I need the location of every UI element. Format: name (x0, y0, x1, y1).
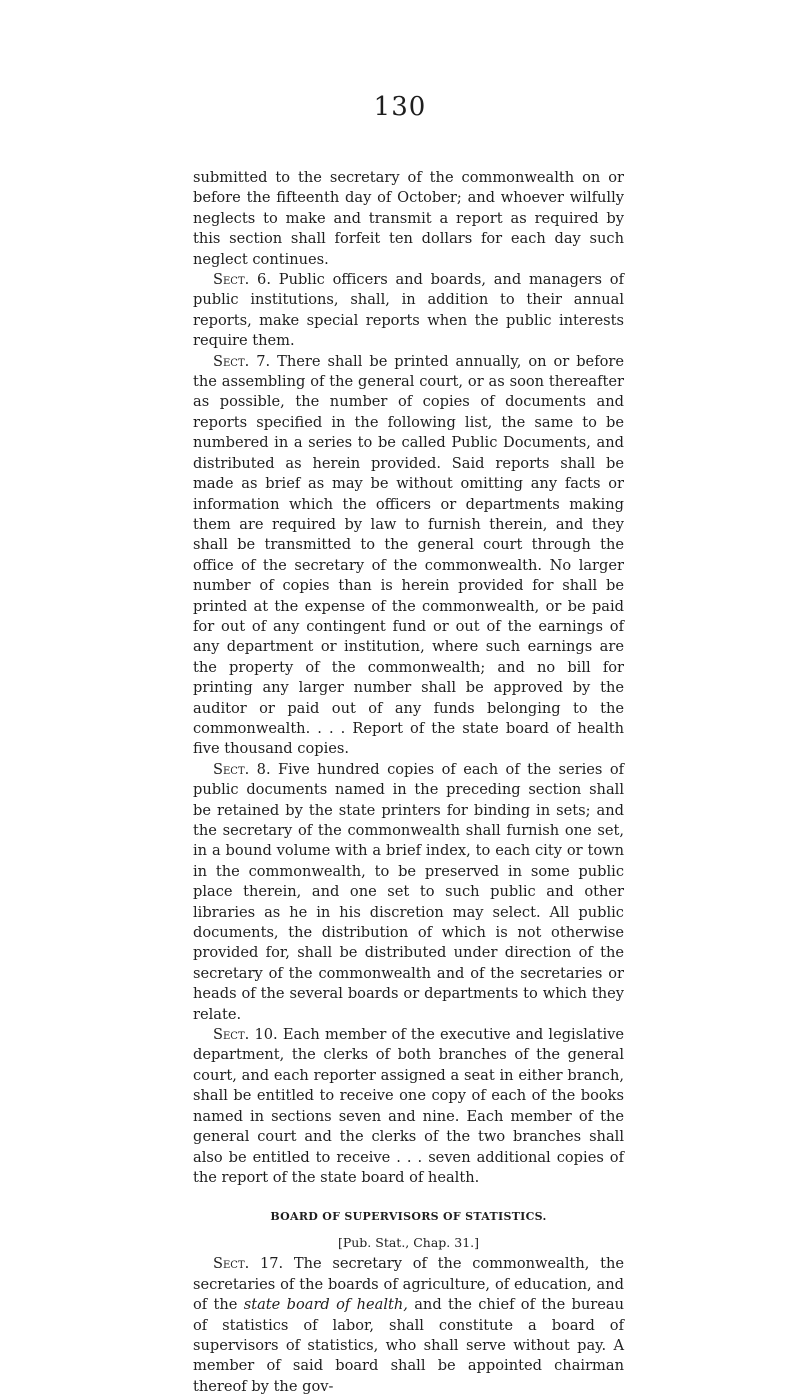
paragraph-text: and the chief of the bureau of statistics of labor, shall constitute a board of supervisors of statistics, who shall serve without pay. A member of said board shall be appointed chairman thereof by the gov- (193, 1296, 624, 1395)
paragraph-sect-8 (193, 760, 624, 1025)
section-label: Sect. 8. (213, 760, 271, 778)
section-heading: BOARD OF SUPERVISORS OF STATISTICS. (270, 1210, 547, 1224)
paragraph-text: There shall be printed annually, on or before the assembling of the general court, or as soon thereafter as possible, the number of copies of documents and reports specified in the following list, the same to be numbered in a series to be called Public Documents, and distributed as herein provided. Said reports shall be made as brief as may be without omitting any facts or information which the officers or departments making them are required by law to furnish therein, and they shall be transmitted to the general court through the office of the secretary of the commonwealth. No larger number of copies than is herein provided for shall be printed at the expense of the commonwealth, or be paid for out of any contingent fund or out of the earnings of any department or institution, where such earnings are the property of the commonwealth; and no bill for printing any larger number shall be approved by the auditor or paid out of any funds belonging to the commonwealth. . . . Report of the state board of health five thousand copies. (193, 352, 624, 758)
section-label: Sect. 6. (213, 271, 271, 289)
section-label: Sect. 7. (213, 352, 271, 370)
paragraph-text: Public officers and boards, and managers of public institutions, shall, in addition to their annual reports, make special reports when the public interests require them. (193, 271, 624, 350)
paragraph-sect-6 (193, 270, 624, 352)
section-label: Sect. 17. (213, 1255, 284, 1273)
statute-citation: [Pub. Stat., Chap. 31.] (337, 1235, 480, 1251)
body-text (193, 168, 624, 1397)
emphasized-text: state board of health, (243, 1296, 408, 1314)
page-number: 130 (373, 92, 427, 122)
paragraph-text: Five hundred copies of each of the series of public documents named in the preceding section shall be retained by the state printers for binding in sets; and the secretary of the commonwealth shall furnish one set, in a bound volume with a brief index, to each city or town in the commonwealth, to be preserved in some public place therein, and one set to such public and other libraries as he in his discretion may select. All public documents, the distribution of which is not otherwise provided for, shall be distributed under direction of the secretary of the commonwealth and of the secretaries or heads of the several boards or departments to which they relate. (193, 760, 625, 1023)
section-label: Sect. 10. (213, 1026, 278, 1044)
paragraph-text: submitted to the secretary of the commonwealth on or before the fifteenth day of October; and whoever wilfully neglects to make and transmit a report as required by this section shall forfeit ten dollars for each day such neglect continues. (193, 169, 624, 268)
paragraph-text: The secretary of the commonwealth, the secretaries of the boards of agriculture, of education, and of the (193, 1255, 625, 1314)
paragraph-continued (193, 168, 624, 270)
paragraph-sect-10 (193, 1025, 624, 1188)
paragraph-sect-7 (193, 352, 624, 760)
paragraph-text: Each member of the executive and legislative department, the clerks of both branches of the general court, and each reporter assigned a seat in either branch, shall be entitled to receive one copy of each of the books named in sections seven and nine. Each member of the general court and the clerks of the two branches shall also be entitled to receive . . . seven additional copies of the report of the state board of health. (193, 1026, 624, 1186)
paragraph-sect-17 (193, 1254, 624, 1397)
